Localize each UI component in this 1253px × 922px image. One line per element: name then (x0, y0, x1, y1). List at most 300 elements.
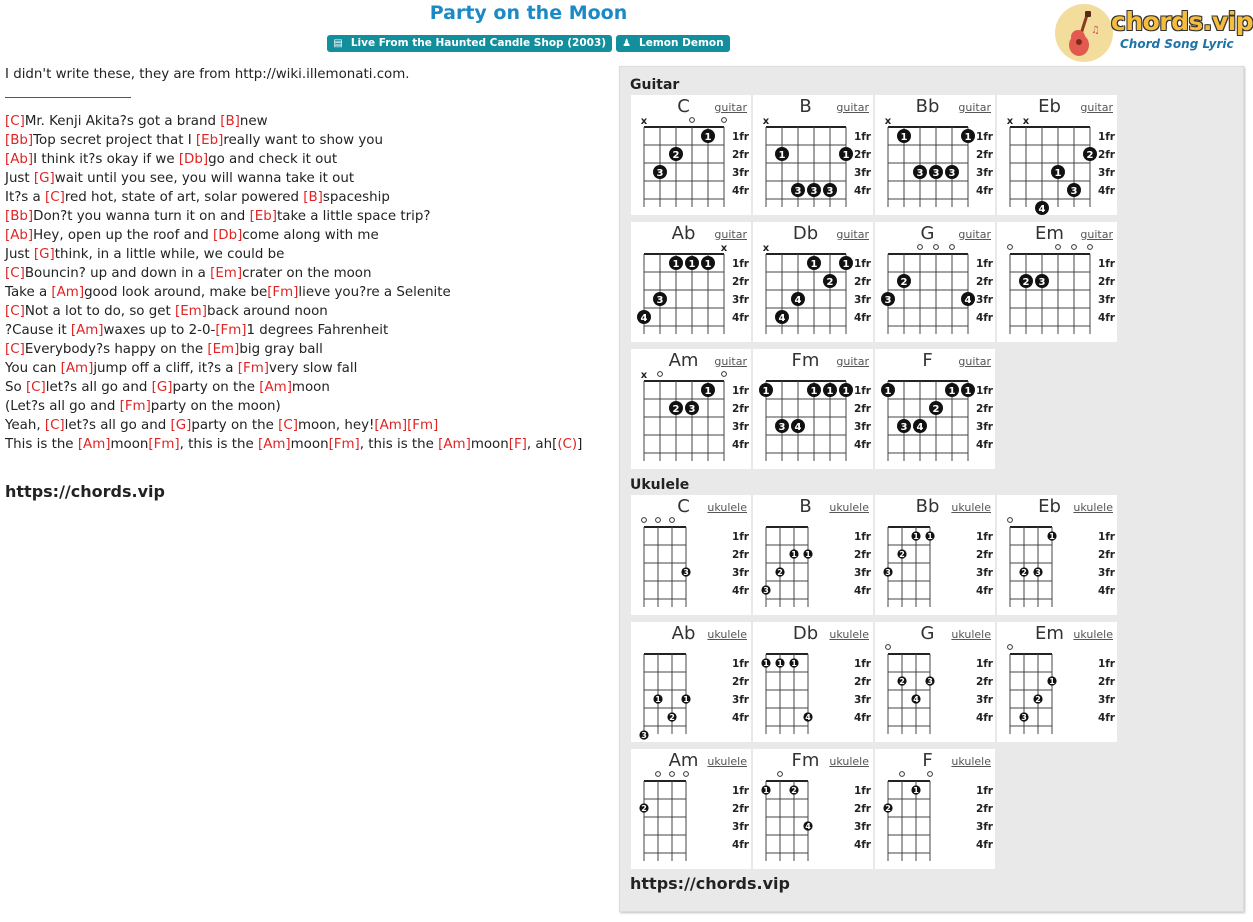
lyric-text: party on the (172, 380, 260, 395)
guitar-chord-card[interactable] (875, 222, 995, 342)
finger-dot (775, 147, 789, 161)
chord-link[interactable]: [Em] (207, 342, 240, 357)
ukulele-chord-card[interactable] (631, 622, 751, 742)
lyric-text: Take a (5, 285, 52, 300)
finger-dot (789, 549, 798, 559)
fret-label: 3fr (853, 567, 871, 579)
finger-dot (929, 165, 943, 179)
lyric-line (5, 397, 615, 416)
fret-label: 1fr (975, 385, 993, 397)
chord-link[interactable]: [C] (5, 114, 25, 129)
logo-text: chords.vip (1111, 7, 1253, 36)
chord-link[interactable]: [B] (303, 190, 323, 205)
instrument-link[interactable]: ukulele (951, 628, 991, 641)
finger-dot (669, 147, 683, 161)
open-string-marker (658, 372, 663, 377)
svg-text:1: 1 (948, 386, 956, 397)
finger-dot (789, 785, 798, 795)
instrument-link[interactable]: ukulele (951, 755, 991, 768)
lyric-line (5, 112, 615, 131)
finger-dot (1019, 274, 1033, 288)
fret-label: 3fr (1097, 694, 1115, 706)
muted-string-marker: x (640, 370, 648, 381)
svg-text:3: 3 (900, 422, 908, 433)
fret-label: 3fr (975, 421, 993, 433)
chord-name: Ab (671, 223, 696, 244)
fret-label: 2fr (975, 149, 993, 161)
fret-label: 3fr (731, 294, 749, 306)
guitar-chord-card[interactable] (631, 222, 751, 342)
lyric-text: come along with me (242, 228, 379, 243)
chord-link[interactable]: [Am] (259, 380, 292, 395)
guitar-chord-card[interactable] (875, 95, 995, 215)
fret-label: 3fr (853, 821, 871, 833)
chord-link[interactable]: [Fm] (237, 361, 269, 376)
muted-string-marker: x (762, 243, 770, 254)
lyric-text: go and check it out (208, 152, 338, 167)
fret-label: 2fr (1097, 549, 1115, 561)
svg-text:4: 4 (1038, 204, 1046, 215)
fret-label: 4fr (731, 585, 749, 597)
svg-text:1: 1 (763, 659, 769, 668)
chord-link[interactable]: [Em] (175, 304, 207, 319)
lyric-text: moon (290, 437, 329, 452)
svg-text:1: 1 (964, 132, 972, 143)
open-string-marker (1008, 645, 1013, 650)
finger-dot (775, 567, 784, 577)
fret-label: 2fr (1097, 276, 1115, 288)
chord-link[interactable]: [Eb] (249, 209, 277, 224)
lyric-line (5, 207, 615, 226)
instrument-link[interactable]: ukulele (707, 628, 747, 641)
fret-label: 4fr (731, 185, 749, 197)
finger-dot (807, 383, 821, 397)
fret-label: 2fr (975, 803, 993, 815)
finger-dot (1067, 183, 1081, 197)
guitar-chord-card[interactable] (753, 222, 873, 342)
fret-label: 3fr (853, 694, 871, 706)
svg-text:1: 1 (777, 659, 783, 668)
ukulele-chord-card[interactable] (753, 749, 873, 869)
lyric-line (5, 169, 615, 188)
chord-link[interactable]: [Am] (257, 437, 291, 452)
lyric-text: Not a lot to do, so get (24, 304, 175, 319)
instrument-link[interactable]: guitar (958, 228, 991, 241)
chord-diagram (997, 222, 1117, 342)
fret-label: 4fr (975, 312, 993, 324)
lyric-text: back around noon (206, 304, 328, 319)
instrument-link[interactable]: guitar (714, 228, 747, 241)
finger-dot (807, 256, 821, 270)
svg-text:1: 1 (672, 259, 680, 270)
finger-dot (803, 549, 812, 559)
chord-diagram (631, 495, 751, 615)
finger-dot (911, 785, 920, 795)
chord-link[interactable]: [Am] (438, 437, 471, 452)
instrument-link[interactable]: ukulele (1073, 501, 1113, 514)
chord-link[interactable]: [Am] (70, 323, 104, 338)
guitar-logo-icon (1067, 11, 1100, 57)
fret-label: 4fr (731, 712, 749, 724)
chord-link[interactable]: [G] (170, 418, 192, 433)
chord-diagram (753, 349, 873, 469)
fret-label: 4fr (1097, 312, 1115, 324)
svg-text:3: 3 (763, 586, 769, 595)
chord-link[interactable]: [Fm] (267, 285, 299, 300)
lyric-text: party on the (191, 418, 279, 433)
chord-diagram (997, 95, 1117, 215)
open-string-marker (900, 772, 905, 777)
chord-link[interactable]: [Db] (213, 228, 243, 243)
finger-dot (803, 712, 812, 722)
lyric-text: very slow fall (268, 361, 358, 376)
chord-link[interactable]: [C] (25, 380, 46, 395)
album-icon: ▤ (333, 38, 343, 49)
chord-name: Eb (1038, 96, 1061, 117)
chord-link[interactable]: [Am] (60, 361, 94, 376)
chord-name: Am (668, 350, 699, 371)
chord-link[interactable]: [Eb] (195, 133, 224, 148)
lyric-text: wait until you see, you will wanna take it out (54, 171, 355, 186)
finger-dot (759, 383, 773, 397)
ukulele-chord-card[interactable] (997, 495, 1117, 615)
chord-link[interactable]: [Em] (210, 266, 243, 281)
lyric-text: good look around, make be (84, 285, 268, 300)
lyric-line (5, 150, 615, 169)
svg-text:2: 2 (899, 677, 905, 686)
lyric-line (5, 359, 615, 378)
instrument-link[interactable]: guitar (1080, 228, 1113, 241)
fret-label: 2fr (853, 403, 871, 415)
svg-text:1: 1 (842, 259, 850, 270)
svg-text:2: 2 (641, 804, 647, 813)
instrument-link[interactable]: guitar (836, 355, 869, 368)
finger-dot (929, 401, 943, 415)
open-string-marker (934, 245, 939, 250)
svg-text:4: 4 (805, 713, 811, 722)
fret-label: 3fr (975, 294, 993, 306)
instrument-link[interactable]: ukulele (707, 501, 747, 514)
svg-text:2: 2 (1021, 568, 1027, 577)
lyric-text: Mr. Kenji Akita?s got a brand (24, 114, 221, 129)
lyric-line (5, 321, 615, 340)
chord-name: Bb (915, 96, 940, 117)
lyric-line (5, 264, 615, 283)
svg-text:1: 1 (762, 386, 770, 397)
ukulele-chord-card[interactable] (753, 622, 873, 742)
fret-label: 3fr (1097, 294, 1115, 306)
svg-text:3: 3 (916, 168, 924, 179)
site-logo[interactable] (1053, 3, 1253, 63)
svg-text:2: 2 (672, 404, 680, 415)
chord-link[interactable]: [Db] (178, 152, 209, 167)
svg-text:4: 4 (778, 313, 786, 324)
fret-label: 2fr (853, 803, 871, 815)
fret-label: 4fr (853, 712, 871, 724)
svg-text:1: 1 (964, 386, 972, 397)
instrument-link[interactable]: ukulele (1073, 628, 1113, 641)
svg-text:2: 2 (672, 150, 680, 161)
chord-name: Em (1035, 223, 1064, 244)
fret-label: 1fr (975, 531, 993, 543)
svg-text:1: 1 (826, 386, 834, 397)
fret-label: 1fr (1097, 658, 1115, 670)
guitar-chord-card[interactable] (753, 95, 873, 215)
chord-link[interactable]: [C] (45, 190, 65, 205)
finger-dot (961, 383, 975, 397)
fret-label: 3fr (731, 167, 749, 179)
open-string-marker (722, 372, 727, 377)
logo-subtitle: Chord Song Lyric (1120, 37, 1234, 51)
svg-text:1: 1 (913, 786, 919, 795)
fret-label: 4fr (731, 312, 749, 324)
chord-link[interactable]: [Bb] (5, 133, 34, 148)
guitar-chord-card[interactable] (631, 95, 751, 215)
fret-label: 4fr (975, 585, 993, 597)
svg-text:3: 3 (688, 404, 696, 415)
lyric-text: lieve you?re a Selenite (298, 285, 451, 300)
finger-dot (761, 785, 770, 795)
svg-text:1: 1 (683, 695, 689, 704)
svg-text:3: 3 (810, 186, 818, 197)
guitar-chord-card[interactable] (875, 349, 995, 469)
album-badge-label: Live From the Haunted Candle Shop (2003) (350, 37, 607, 49)
fret-label: 1fr (731, 531, 749, 543)
finger-dot (823, 183, 837, 197)
chord-link[interactable]: [Fm] (148, 437, 180, 452)
chord-link[interactable]: [B] (220, 114, 240, 129)
fret-label: 4fr (975, 712, 993, 724)
fret-label: 1fr (975, 785, 993, 797)
finger-dot (883, 567, 892, 577)
finger-dot (883, 803, 892, 813)
fret-label: 2fr (731, 803, 749, 815)
chord-link[interactable]: [Fm] (328, 437, 360, 452)
ukulele-chord-card[interactable] (997, 622, 1117, 742)
chord-link[interactable]: [Am] (77, 437, 111, 452)
chord-link[interactable]: [Am] (51, 285, 85, 300)
instrument-link[interactable]: guitar (714, 101, 747, 114)
chord-link[interactable]: (C) (557, 437, 578, 452)
fret-label: 1fr (731, 258, 749, 270)
svg-text:3: 3 (683, 568, 689, 577)
instrument-link[interactable]: guitar (958, 101, 991, 114)
fret-label: 2fr (975, 276, 993, 288)
chord-link[interactable]: [G] (33, 171, 55, 186)
panel-site-link[interactable]: https://chords.vip (630, 874, 790, 893)
finger-dot (807, 183, 821, 197)
svg-text:1: 1 (927, 532, 933, 541)
artist-badge[interactable] (616, 35, 730, 52)
chord-diagram (631, 622, 751, 742)
svg-text:4: 4 (640, 313, 648, 324)
finger-dot (945, 165, 959, 179)
chord-link[interactable]: [C] (5, 266, 25, 281)
instrument-link[interactable]: ukulele (829, 628, 869, 641)
svg-text:1: 1 (900, 132, 908, 143)
fret-label: 4fr (853, 839, 871, 851)
album-badge[interactable] (327, 35, 612, 52)
chord-name: Db (792, 623, 819, 644)
instrument-link[interactable]: ukulele (829, 501, 869, 514)
chord-link[interactable]: [Fm] (119, 399, 151, 414)
ukulele-chord-card[interactable] (875, 622, 995, 742)
chord-link[interactable]: [C] (44, 418, 65, 433)
fret-label: 1fr (731, 131, 749, 143)
finger-dot (1035, 201, 1049, 215)
fret-label: 1fr (853, 385, 871, 397)
instrument-link[interactable]: ukulele (951, 501, 991, 514)
finger-dot (823, 274, 837, 288)
svg-text:3: 3 (641, 731, 647, 740)
finger-dot (791, 292, 805, 306)
finger-dot (881, 292, 895, 306)
chord-link[interactable]: [G] (151, 380, 173, 395)
svg-text:2: 2 (826, 277, 834, 288)
lyric-line (5, 435, 615, 454)
chord-link[interactable]: [G] (33, 247, 55, 262)
fret-label: 1fr (731, 385, 749, 397)
chord-link[interactable]: [C] (5, 342, 25, 357)
instrument-link[interactable]: guitar (1080, 101, 1113, 114)
finger-dot (803, 821, 812, 831)
fret-label: 2fr (731, 276, 749, 288)
chord-link[interactable]: [Ab] (5, 228, 34, 243)
instrument-link[interactable]: guitar (714, 355, 747, 368)
instrument-link[interactable]: ukulele (707, 755, 747, 768)
guitar-chord-card[interactable] (997, 95, 1117, 215)
instrument-link[interactable]: ukulele (829, 755, 869, 768)
open-string-marker (670, 772, 675, 777)
lyric-text: So (5, 380, 26, 395)
chord-link[interactable]: [Bb] (5, 209, 34, 224)
lyric-line (5, 245, 615, 264)
fret-label: 2fr (853, 276, 871, 288)
open-string-marker (722, 118, 727, 123)
chord-link[interactable]: [Ab] (5, 152, 34, 167)
fret-label: 2fr (1097, 149, 1115, 161)
svg-text:3: 3 (826, 186, 834, 197)
open-string-marker (918, 245, 923, 250)
chord-diagram (753, 749, 873, 869)
site-link[interactable]: https://chords.vip (5, 482, 165, 501)
lyric-line (5, 283, 615, 302)
guitar-chord-card[interactable] (631, 349, 751, 469)
lyric-text: It?s a (5, 190, 46, 205)
ukulele-chord-card[interactable] (875, 495, 995, 615)
chord-diagram (631, 749, 751, 869)
chord-diagram (875, 495, 995, 615)
svg-text:1: 1 (778, 150, 786, 161)
chord-link[interactable]: [Am] (374, 418, 408, 433)
finger-dot (1047, 676, 1056, 686)
lyric-text: ] (577, 437, 583, 452)
fret-label: 1fr (1097, 131, 1115, 143)
svg-text:1: 1 (842, 150, 850, 161)
lyric-text: Don?t you wanna turn it on and (33, 209, 250, 224)
chord-name: B (799, 96, 812, 117)
finger-dot (653, 292, 667, 306)
fret-label: 4fr (1097, 185, 1115, 197)
fret-label: 4fr (1097, 712, 1115, 724)
finger-dot (823, 383, 837, 397)
chord-link[interactable]: [Fm] (215, 323, 247, 338)
instrument-link[interactable]: guitar (958, 355, 991, 368)
fret-label: 3fr (975, 567, 993, 579)
open-string-marker (684, 772, 689, 777)
svg-text:3: 3 (1070, 186, 1078, 197)
guitar-chord-card[interactable] (753, 349, 873, 469)
fret-label: 2fr (1097, 676, 1115, 688)
muted-string-marker: x (1006, 116, 1014, 127)
svg-text:2: 2 (777, 568, 783, 577)
chord-name: Db (792, 223, 819, 244)
finger-dot (653, 694, 662, 704)
ukulele-chord-card[interactable] (631, 495, 751, 615)
finger-dot (881, 383, 895, 397)
finger-dot (681, 567, 690, 577)
svg-text:1: 1 (805, 550, 811, 559)
fret-label: 4fr (975, 439, 993, 451)
svg-text:4: 4 (794, 422, 802, 433)
muted-string-marker: x (762, 116, 770, 127)
lyric-text: new (239, 114, 268, 129)
finger-dot (911, 694, 920, 704)
chord-link[interactable]: [Fm] (407, 418, 439, 433)
fret-label: 2fr (731, 403, 749, 415)
finger-dot (653, 165, 667, 179)
ukulele-heading: Ukulele (630, 477, 690, 493)
chord-diagram (753, 222, 873, 342)
chord-link[interactable]: [F] (508, 437, 527, 452)
finger-dot (913, 165, 927, 179)
ukulele-chord-card[interactable] (753, 495, 873, 615)
ukulele-chord-card[interactable] (875, 749, 995, 869)
svg-text:2: 2 (791, 786, 797, 795)
fret-label: 2fr (853, 549, 871, 561)
fret-label: 4fr (731, 839, 749, 851)
ukulele-chord-card[interactable] (631, 749, 751, 869)
svg-text:2: 2 (1035, 695, 1041, 704)
finger-dot (961, 292, 975, 306)
svg-text:1: 1 (842, 386, 850, 397)
finger-dot (639, 730, 648, 740)
lyric-text: Everybody?s happy on the (24, 342, 208, 357)
lyric-text: let?s all go and (45, 380, 152, 395)
chord-name: C (677, 96, 690, 117)
chord-diagram (997, 495, 1117, 615)
guitar-heading: Guitar (630, 77, 680, 93)
lyric-text: crater on the moon (242, 266, 372, 281)
guitar-chord-card[interactable] (997, 222, 1117, 342)
chord-link[interactable]: [C] (278, 418, 298, 433)
svg-text:1: 1 (688, 259, 696, 270)
fret-label: 4fr (1097, 585, 1115, 597)
instrument-link[interactable]: guitar (836, 101, 869, 114)
svg-text:♫: ♫ (1091, 25, 1100, 36)
chord-diagram (753, 495, 873, 615)
lyrics-intro: I didn't write these, they are from http://wiki.illemonati.com. (5, 67, 410, 82)
fret-label: 3fr (731, 421, 749, 433)
chord-link[interactable]: [C] (5, 304, 25, 319)
instrument-link[interactable]: guitar (836, 228, 869, 241)
fret-label: 2fr (853, 676, 871, 688)
muted-string-marker: x (884, 116, 892, 127)
fret-label: 1fr (853, 531, 871, 543)
finger-dot (701, 383, 715, 397)
fret-label: 1fr (853, 258, 871, 270)
fret-label: 3fr (731, 567, 749, 579)
